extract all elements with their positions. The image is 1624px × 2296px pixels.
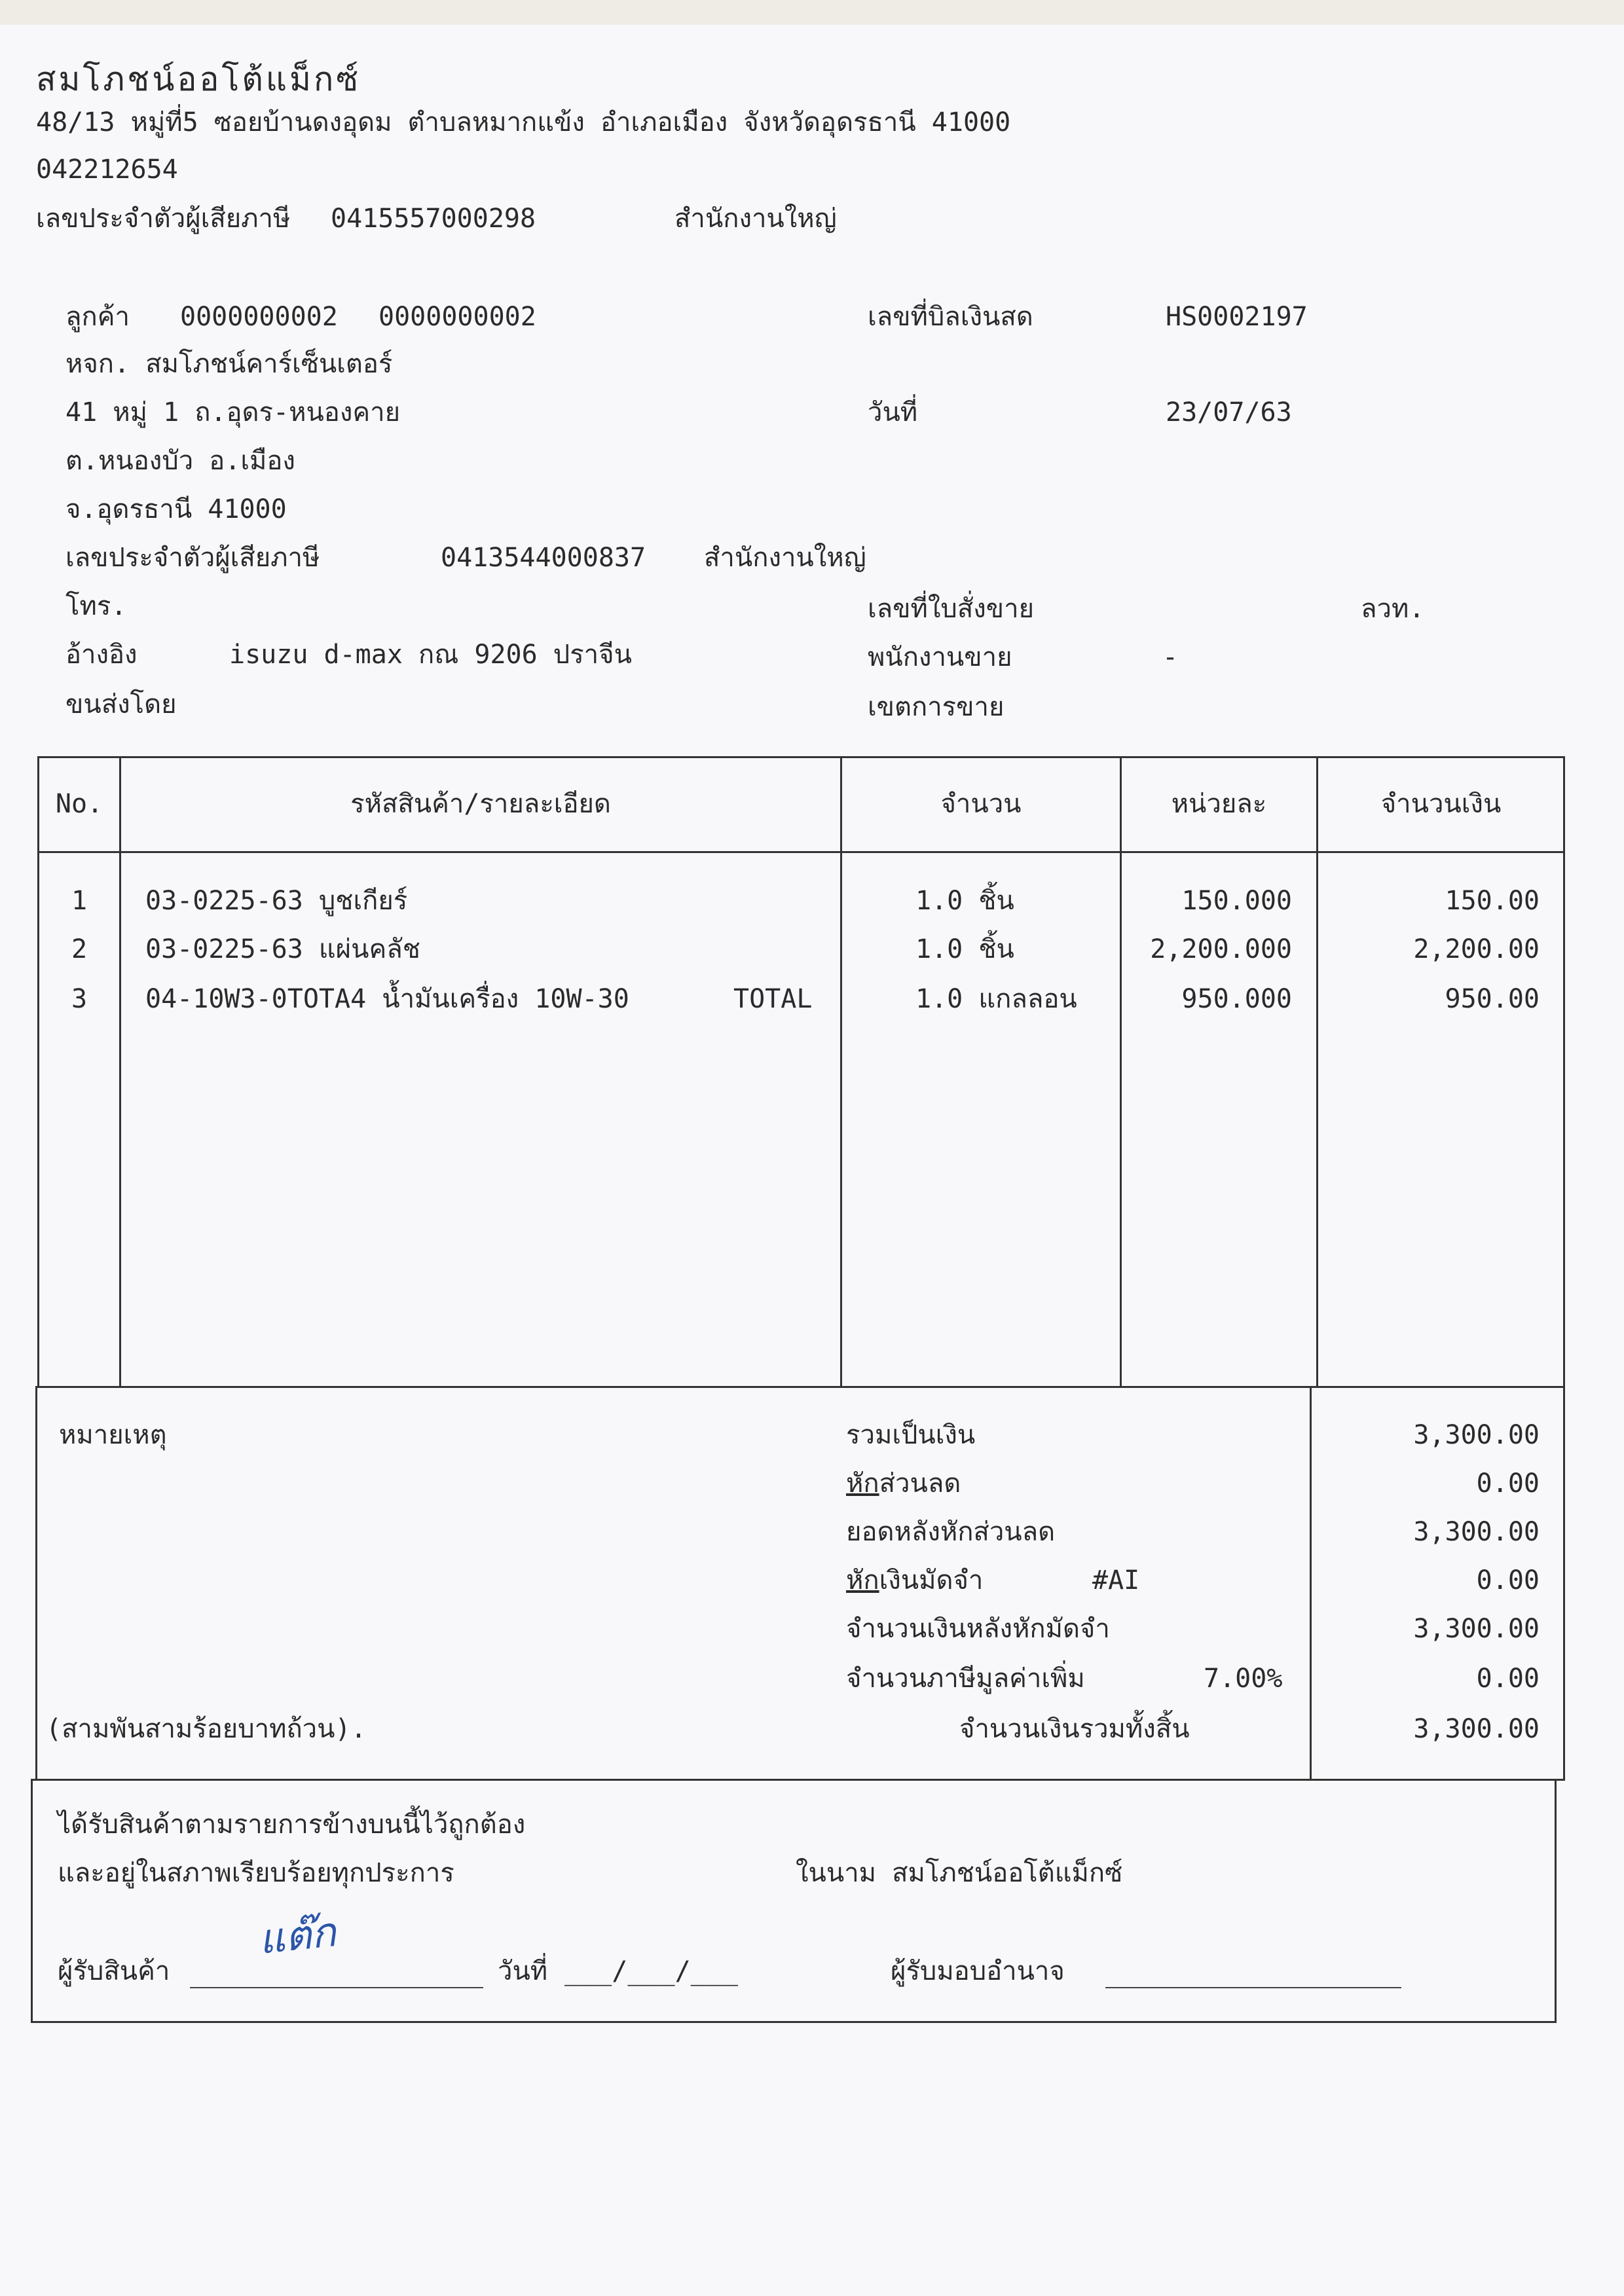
table-row-quantity: 1.0 ชิ้น [915,886,1014,916]
reference-value: isuzu d-max กณ 9206 ปราจีน [229,640,632,670]
receive-date-value: ___/___/___ [564,1956,738,1986]
after-discount-label: ยอดหลังหักส่วนลด [846,1517,1056,1547]
table-row-amount: 950.00 [1445,984,1540,1014]
vat-label: จำนวนภาษีมูลค่าเพิ่ม [846,1664,1085,1694]
deposit-value: 0.00 [1476,1565,1540,1595]
subtotal-value: 3,300.00 [1413,1420,1540,1450]
shipping-label: ขนส่งโดย [65,689,177,720]
header-amount: จำนวนเงิน [1380,789,1502,819]
table-row-description: 04-10W3-0TOTA4 น้ำมันเครื่อง 10W-30 [145,984,629,1014]
table-row-description: 03-0225-63 แผ่นคลัช [145,934,420,964]
header-quantity: จำนวน [940,789,1022,819]
header-description: รหัสสินค้า/รายละเอียด [350,789,611,819]
customer-address-1: 41 หมู่ 1 ถ.อุดร-หนองคาย [65,397,401,428]
bill-date: 23/07/63 [1166,397,1292,428]
deposit-code: #AI [1092,1565,1140,1595]
grand-total-label: จำนวนเงินรวมทั้งสิ้น [959,1714,1190,1744]
subtotal-label: รวมเป็นเงิน [846,1420,976,1450]
company-name: สมโภชน์ออโต้แม็กซ์ [36,60,361,98]
sales-order-label: เลขที่ใบสั่งขาย [868,594,1035,624]
table-header-divider [37,851,1565,853]
receiver-label: ผู้รับสินค้า [58,1956,170,1986]
customer-branch: สำนักงานใหญ่ [704,543,866,573]
table-row-no: 3 [71,984,88,1014]
customer-address-3: จ.อุดรธานี 41000 [65,494,287,524]
grand-total-value: 3,300.00 [1413,1714,1540,1744]
sales-area-label: เขตการขาย [868,692,1005,722]
company-tax-label: เลขประจำตัวผู้เสียภาษี [36,204,291,234]
deposit-label-rest: เงินมัดจำ [879,1565,984,1595]
customer-code-2: 0000000002 [378,302,536,332]
reference-label: อ้างอิง [65,640,138,670]
company-address: 48/13 หมู่ที่5 ซอยบ้านดงอุดม ตำบลหมากแข้ง อำเภอเมือง จังหวัดอุดรธานี 41000 [36,107,1011,137]
col-divider [1316,756,1318,1388]
bill-no: HS0002197 [1166,302,1308,332]
customer-code-1: 0000000002 [180,302,338,332]
after-deposit-label: จำนวนเงินหลังหักมัดจำ [846,1614,1110,1644]
remark-label: หมายเหตุ [59,1420,167,1450]
salesperson-value: - [1162,642,1179,672]
col-divider [1120,756,1122,1388]
table-row-description: 03-0225-63 บูชเกียร์ [145,886,408,916]
customer-address-2: ต.หนองบัว อ.เมือง [65,446,295,476]
company-phone: 042212654 [36,155,178,185]
vat-rate: 7.00% [1204,1664,1283,1694]
after-deposit-value: 3,300.00 [1413,1614,1540,1644]
amount-in-words: (สามพันสามร้อยบาทถ้วน). [46,1714,367,1744]
sales-order-value: ลวท. [1361,594,1425,624]
summary-divider [1310,1386,1312,1781]
header-unit-price: หน่วยละ [1171,789,1267,819]
bill-no-label: เลขที่บิลเงินสด [868,302,1033,332]
table-row-no: 1 [71,886,88,916]
col-divider [119,756,121,1388]
company-tax-id: 0415557000298 [331,204,536,234]
table-row-no: 2 [71,934,88,964]
vat-value: 0.00 [1476,1664,1540,1694]
table-row-unit-price: 2,200.000 [1150,934,1292,964]
received-statement-1: ได้รับสินค้าตามรายการข้างบนนี้ไว้ถูกต้อง [58,1810,526,1840]
company-branch: สำนักงานใหญ่ [674,204,837,234]
received-statement-2: และอยู่ในสภาพเรียบร้อยทุกประการ [58,1858,454,1888]
authorized-signature-line [1105,1987,1401,1988]
table-row-unit-price: 150.000 [1181,886,1292,916]
customer-label: ลูกค้า [65,302,130,332]
deposit-label [846,1565,983,1596]
receiver-signature-line [190,1987,483,1988]
table-row-note: TOTAL [733,984,813,1014]
discount-label-rest: ส่วนลด [879,1468,961,1499]
discount-label-prefix: หัก [846,1468,879,1499]
scan-edge [0,0,1624,25]
after-discount-value: 3,300.00 [1413,1517,1540,1547]
receiver-signature: แต๊ก [256,1908,339,1963]
customer-name: หจก. สมโภชน์คาร์เซ็นเตอร์ [65,349,393,379]
table-row-unit-price: 950.000 [1181,984,1292,1014]
phone-label: โทร. [65,591,127,621]
table-row-amount: 150.00 [1445,886,1540,916]
header-no: No. [55,789,103,819]
on-behalf-of: ในนาม สมโภชน์ออโต้แม็กซ์ [796,1858,1123,1888]
customer-tax-label: เลขประจำตัวผู้เสียภาษี [65,543,320,573]
salesperson-label: พนักงานขาย [868,642,1012,672]
authorized-label: ผู้รับมอบอำนาจ [891,1956,1065,1986]
table-row-quantity: 1.0 แกลลอน [915,984,1077,1014]
table-row-amount: 2,200.00 [1413,934,1540,964]
discount-value: 0.00 [1476,1468,1540,1499]
col-divider [840,756,842,1388]
deposit-label-prefix: หัก [846,1565,879,1595]
customer-tax-id: 0413544000837 [441,543,646,573]
table-row-quantity: 1.0 ชิ้น [915,934,1014,964]
discount-label [846,1468,961,1499]
bill-date-label: วันที่ [868,397,918,428]
receive-date-label: วันที่ [498,1956,548,1986]
